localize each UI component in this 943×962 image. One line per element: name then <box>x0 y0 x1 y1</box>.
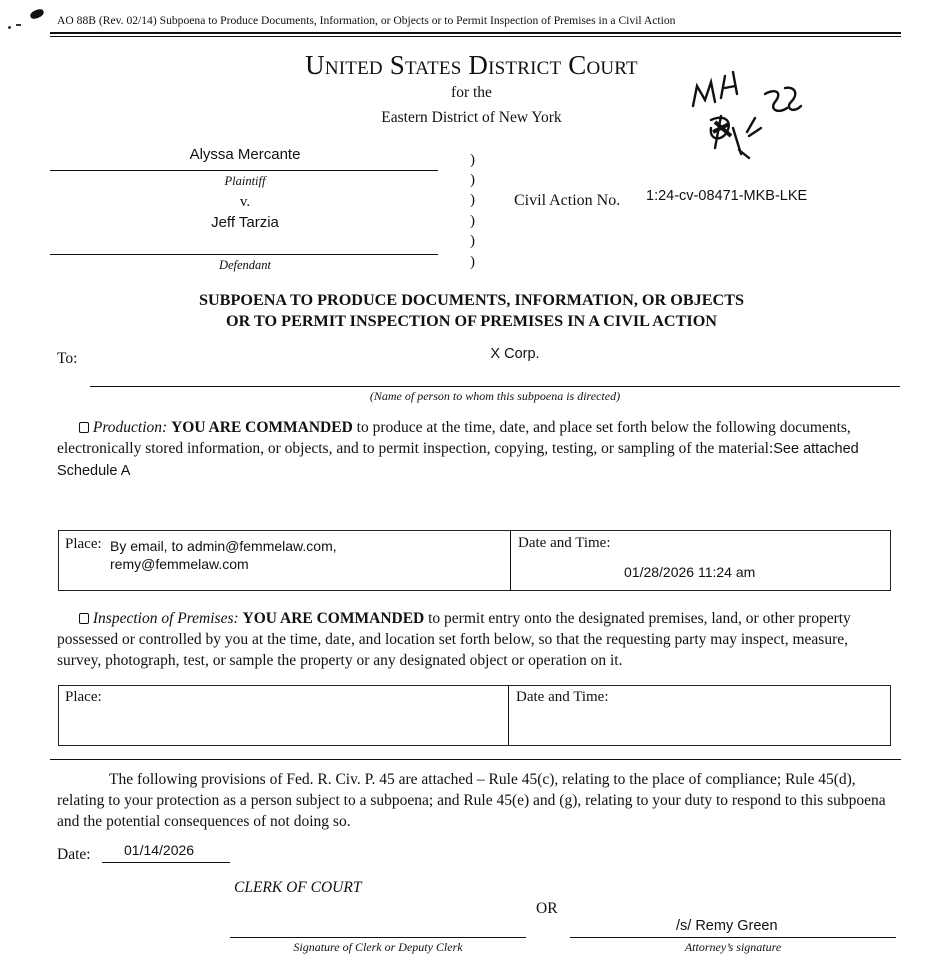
defendant-line <box>50 254 438 255</box>
production-text: to produce at the time, date, and place set forth below the following documents, electronically stored information, or objects, and to permit inspection, copying, testing, or sampling of the material: <box>57 419 851 457</box>
scan-mark <box>29 8 45 20</box>
date-line <box>102 862 230 863</box>
inspection-label: Inspection of Premises: <box>92 610 239 627</box>
production-datetime-value: 01/28/2026 11:24 am <box>624 564 756 580</box>
inspection-place-label: Place: <box>65 689 102 705</box>
defendant-label: Defendant <box>218 258 272 272</box>
caption-paren: ) <box>470 254 475 270</box>
plaintiff-label: Plaintiff <box>224 174 266 188</box>
court-name: United States District Court <box>305 50 638 80</box>
recipient-name: X Corp. <box>490 346 540 362</box>
header-rule-bottom <box>50 36 901 37</box>
or-separator: OR <box>536 900 558 917</box>
subpoena-title-line2: OR TO PERMIT INSPECTION OF PREMISES IN A CIVIL ACTION <box>226 312 717 330</box>
production-command: YOU ARE COMMANDED <box>171 419 353 436</box>
date-value: 01/14/2026 <box>124 842 195 858</box>
provisions-paragraph <box>57 769 892 832</box>
district: Eastern District of New York <box>381 109 562 126</box>
civil-action-label: Civil Action No. <box>514 192 621 209</box>
subpoena-title-line1: SUBPOENA TO PRODUCE DOCUMENTS, INFORMATION, OR OBJECTS <box>198 291 745 309</box>
inspection-checkbox[interactable] <box>79 613 89 624</box>
production-place-label: Place: <box>65 536 102 552</box>
production-checkbox[interactable] <box>79 422 89 433</box>
clerk-signature-line <box>230 937 526 938</box>
versus: v. <box>239 194 251 210</box>
caption-paren: ) <box>470 192 475 208</box>
recipient-line <box>90 386 900 387</box>
production-place-line1: By email, to admin@femmelaw.com, <box>110 538 337 554</box>
production-value: See attached Schedule A <box>57 441 859 479</box>
attorney-signature: /s/ Remy Green <box>676 918 778 934</box>
date-label: Date: <box>57 846 91 863</box>
provisions-rule <box>50 759 901 760</box>
civil-action-number: 1:24-cv-08471-MKB-LKE <box>646 188 808 204</box>
caption-paren: ) <box>470 172 475 188</box>
caption-paren: ) <box>470 233 475 249</box>
clerk-signature-caption: Signature of Clerk or Deputy Clerk <box>293 940 463 954</box>
caption-paren: ) <box>470 152 475 168</box>
production-paragraph <box>57 417 887 482</box>
recipient-caption: (Name of person to whom this subpoena is directed) <box>369 389 621 403</box>
scan-speck <box>16 24 21 26</box>
production-place-line2: remy@femmelaw.com <box>110 556 249 572</box>
to-label: To: <box>57 350 78 367</box>
production-label: Production: <box>92 419 168 436</box>
inspection-text: to permit entry onto the designated premises, land, or other property possessed or controlled by you at the time, date, and location set forth below, so that the requesting party may inspect, measure, survey, photograph, test, or sample the property or any designated object or operation on it. <box>57 610 851 669</box>
plaintiff-name: Alyssa Mercante <box>189 146 301 163</box>
inspection-paragraph <box>57 608 887 671</box>
production-box-divider <box>510 530 511 591</box>
for-the: for the <box>451 84 492 101</box>
attorney-signature-line <box>570 937 896 938</box>
form-header: AO 88B (Rev. 02/14) Subpoena to Produce Documents, Information, or Objects or to Permit Inspection of Premises in a Civil Action <box>57 14 676 27</box>
caption-paren: ) <box>470 213 475 229</box>
plaintiff-line <box>50 170 438 171</box>
inspection-box-divider <box>508 685 509 746</box>
attorney-signature-caption: Attorney’s signature <box>684 940 782 954</box>
defendant-name: Jeff Tarzia <box>211 214 279 231</box>
inspection-command: YOU ARE COMMANDED <box>242 610 425 627</box>
production-datetime-label: Date and Time: <box>518 535 611 551</box>
clerk-of-court: CLERK OF COURT <box>234 879 362 896</box>
inspection-place-box <box>58 685 891 746</box>
header-rule-top <box>50 32 901 34</box>
handwritten-annotation <box>675 58 825 178</box>
inspection-datetime-label: Date and Time: <box>516 689 609 705</box>
scan-speck <box>8 26 11 29</box>
provisions-text: The following provisions of Fed. R. Civ. P. 45 are attached – Rule 45(c), relating to the place of compliance; Rule 45(d), relating to your protection as a person subject to a subpoena; and Rule 45(e) and (g), relating to your duty to respond to this subpoena and the potential consequences of not doing so. <box>57 771 886 830</box>
